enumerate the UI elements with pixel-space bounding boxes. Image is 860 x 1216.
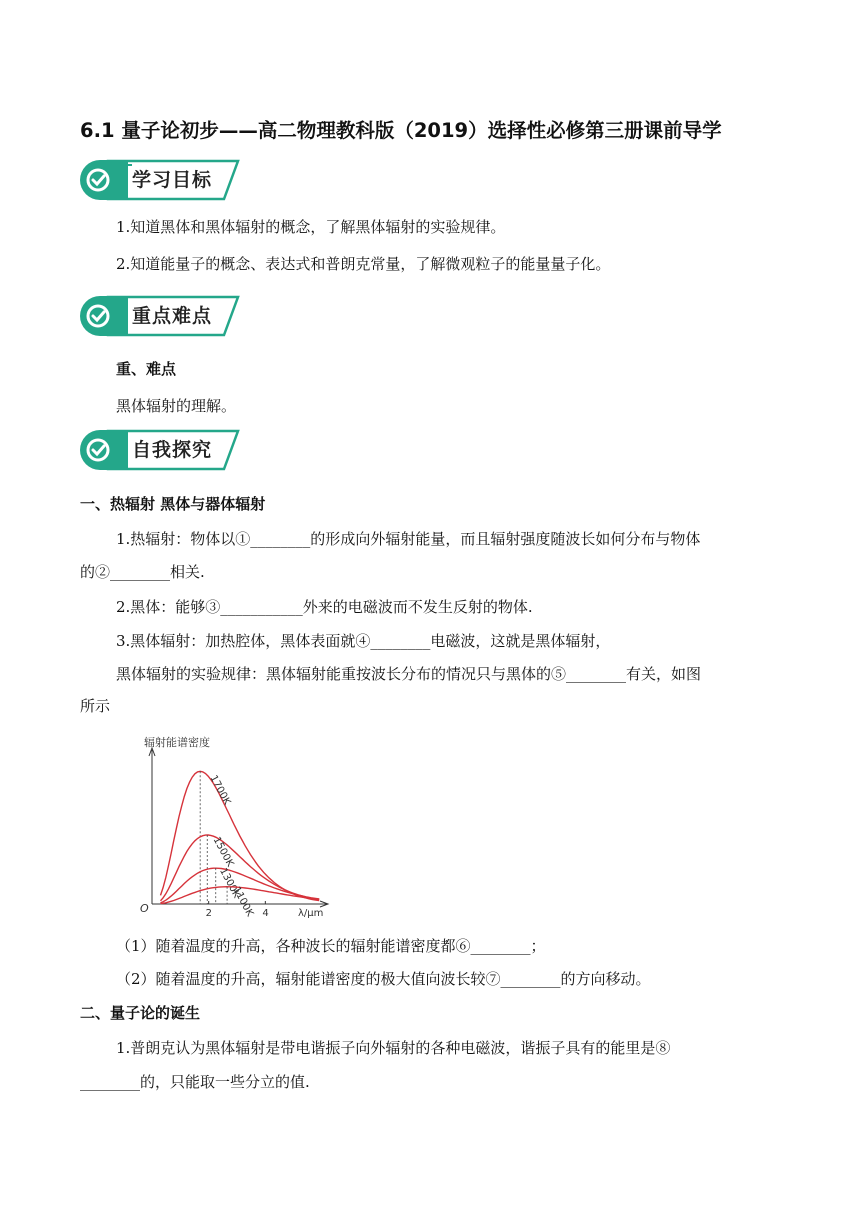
keypoints-subheading: 重、难点 (116, 360, 177, 378)
part1-q2: （2）随着温度的升高，辐射能谱密度的极大值向波长较⑦________的方向移动。 (116, 970, 651, 988)
check-circle-icon (78, 294, 122, 338)
section-badge-explore (78, 428, 248, 472)
section-heading-keypoints: 重点难点 (132, 305, 213, 327)
series-label-1100K: 1100K (230, 884, 256, 919)
x-tick-label-4: 4 (262, 908, 269, 919)
series-label-1500K: 1500K (210, 835, 236, 869)
part1-p4-line1: 黑体辐射的实验规律：黑体辐射能重按波长分布的情况只与黑体的⑤________有关，如图 (116, 665, 702, 683)
series-line-1700K (161, 771, 320, 900)
part1-p4-line2: 所示 (80, 697, 111, 715)
goal-item-1: 1.知道黑体和黑体辐射的概念，了解黑体辐射的实验规律。 (116, 218, 506, 236)
part2-p1-line2: ________的，只能取一些分立的值. (80, 1073, 310, 1091)
goal-item-2: 2.知道能量子的概念、表达式和普朗克常量，了解微观粒子的能量量子化。 (116, 255, 611, 273)
origin-label: O (140, 902, 149, 915)
section-heading-goals: 学习目标 (132, 169, 213, 191)
part1-heading: 一、热辐射 黑体与器体辐射 (80, 495, 266, 513)
part1-p2: 2.黑体：能够③___________外来的电磁波而不发生反射的物体. (116, 598, 533, 616)
series-label-1700K: 1700K (207, 773, 233, 807)
x-axis-label: λ/μm (298, 908, 324, 919)
part1-p3: 3.黑体辐射：加热腔体，黑体表面就④________电磁波，这就是黑体辐射， (116, 632, 611, 650)
part2-p1-line1: 1.普朗克认为黑体辐射是带电谐振子向外辐射的各种电磁波，谐振子具有的能里是⑧ (116, 1039, 671, 1057)
y-axis-label: 辐射能谱密度 (144, 736, 210, 749)
section-heading-explore: 自我探究 (132, 439, 213, 461)
part1-p1-line2: 的②________相关. (80, 563, 205, 581)
section-badge-keypoints (78, 294, 248, 338)
blackbody-radiation-chart (128, 732, 338, 922)
series-label-1300K: 1300K (217, 866, 242, 900)
part2-heading: 二、量子论的诞生 (80, 1004, 201, 1022)
part1-p1-line1: 1.热辐射：物体以①________的形成向外辐射能量，而且辐射强度随波长如何分布与物体 (116, 530, 701, 548)
part1-q1: （1）随着温度的升高，各种波长的辐射能谱密度都⑥________； (116, 937, 546, 955)
section-badge-goals (78, 158, 248, 202)
keypoints-text: 黑体辐射的理解。 (116, 397, 237, 415)
check-circle-icon (78, 158, 122, 202)
x-tick-label-2: 2 (205, 908, 213, 919)
page-title: 6.1 量子论初步——高二物理教科版（2019）选择性必修第三册课前导学 (80, 119, 722, 142)
check-circle-icon (78, 428, 122, 472)
